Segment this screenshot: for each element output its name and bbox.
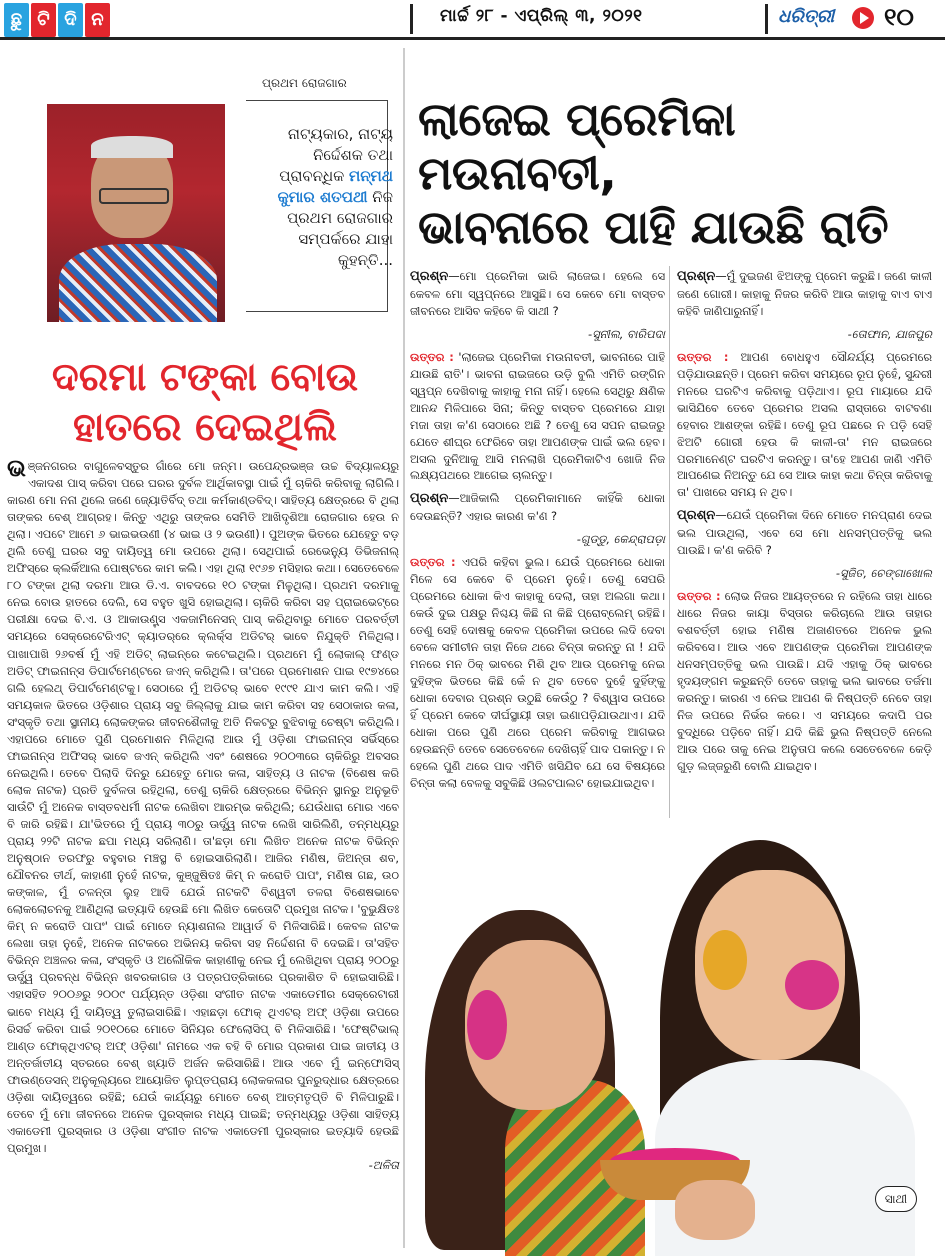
portrait-glasses <box>99 188 169 204</box>
left-headline: ଦରମା ଟଙ୍କା ବୋଉ ହାତରେ ଦେଇଥିଲି <box>51 355 359 450</box>
headline-line-1: ଲାଜେଇ ପ୍ରେମିକା ମଉନାବତୀ, <box>418 92 736 200</box>
logo-letter: ନ <box>85 3 110 37</box>
section-logo <box>4 3 110 37</box>
section-label: ପ୍ରଥମ ରୋଜଗାର <box>262 76 347 90</box>
qa-answer <box>410 554 665 791</box>
play-icon <box>852 7 874 29</box>
question-text: —ଆଜିକାଲି ପ୍ରେମିକାମାନେ କାହିଁକି ଧୋକା ଦେଉଛନ୍ତି? ଏହାର କାରଣ କ'ଣ ? <box>410 491 665 524</box>
portrait-hair <box>91 136 173 158</box>
qa-question <box>677 507 932 559</box>
qa-answer <box>677 588 932 774</box>
question-text: —ମୁଁ ଦୁଇଜଣ ଝିଅଙ୍କୁ ପ୍ରେମ କରୁଛି। ଜଣେ କାଳୀ ଜଣେ ଗୋରୀ। କାହାକୁ ନିଜର କରିବି ଆଉ କାହାକୁ ବାଏ ବାଏ କହିବି ଜାଣିପାରୁନାହିଁ। <box>677 269 932 318</box>
author-portrait <box>47 104 225 322</box>
question-text: —ଯେଉଁ ପ୍ରେମିକା ଦିନେ ମୋତେ ମନପ୍ରାଣ ଦେଇ ଭଲ ପାଉଥିଲା, ଏବେ ସେ ମୋ ଧନସମ୍ପତ୍ତିକୁ ଭଲ ପାଉଛି। କ'ଣ କରିବି ? <box>677 508 932 558</box>
intro-after: ନିଜ ପ୍ରଥମ ରୋଜଗାର ସମ୍ପର୍କରେ ଯାହା କୁହନ୍ତି... <box>287 188 393 269</box>
dropcap: ଭ <box>7 454 26 482</box>
answer-label: ଉତ୍ତର : <box>410 555 456 570</box>
question-from: -ସୁଜିତ, ଚେଙ୍ଗାଖୋଲ <box>835 566 932 581</box>
portrait-shirt <box>59 244 217 322</box>
author-name: ମନ୍ମଥ କୁମାର ଶତପଥୀ <box>277 167 393 206</box>
qa-answer <box>410 349 665 485</box>
question-label: ପ୍ରଶ୍ନ <box>677 508 716 524</box>
color-powder-mark <box>467 990 507 1060</box>
masthead <box>0 0 945 40</box>
newspaper-brand: ଧରିତ୍ରୀ <box>778 6 835 27</box>
photo-credit-badge: ସାଥୀ <box>875 1186 917 1212</box>
color-powder-mark <box>785 960 839 1010</box>
qa-answer <box>677 349 932 502</box>
article-text: ଞ୍ଜନଗରର ବାଗୁଳେବସ୍ତୁର ଗାଁରେ ମୋ ଜନ୍ମ। ଉପେନ୍ଦ୍ରଭଞ୍ଜ ଉଚ୍ଚ ବିଦ୍ୟାଳୟରୁ ଏକାଦଶ ପାସ୍ କରିବା ପରେ ଘରର ଦୁର୍ବଳ ଆର୍ଥିକାବସ୍ଥା ପାଇଁ ମୁଁ ଚାକିରି କରିବାକୁ ଲାଗିଲି। କାରଣ ମୋ ନନା ଥିଲେ ଜଣେ ଜ୍ୟୋତିର୍ବିଦ୍ ତଥା କର୍ମକାଣ୍ଡବିଦ୍। ସାହିତ୍ୟ କ୍ଷେତ୍ରରେ ବି ଥିଲା ତାଙ୍କର ବେଶ୍ ଆଗ୍ରହ। କିନ୍ତୁ ଏଥିରୁ ତାଙ୍କର ସେମିତି ଆଖିଦୃଶିଆ ରୋଜଗାର ହେଉ ନ ଥିଲା। ଏପଟେ ଆମେ ୬ ଭାଇଭଉଣୀ (୪ ଭାଇ ଓ ୨ ଭଉଣୀ)। ପୁଅଙ୍କ ଭିତରେ ଯେହେତୁ ବଡ଼ ଥିଲି ତେଣୁ ଘରର ସବୁ ଦାୟିତ୍ୱ ମୋ ଉପରେ ଥିଲା। ସେଥିପାଇଁ ରେଭେନ୍ୟୁ ଡିଭିଜନାଲ୍ ଅଫିସ୍‌ରେ କ୍ଲର୍କିଆଲ ପୋଷ୍ଟରେ କାମ କଲି। ଏହା ଥିଲା ୧୯୬୭ ମସିହାର କଥା। ସେତେବେଳେ ୮୦ ଟଙ୍କା ଥିଲା ଦରମା ଆଉ ଡି.ଏ. ବାବଦରେ ୧୦ ଟଙ୍କା ମିଳୁଥିଲା। ପ୍ରଥମ ଦରମାକୁ ନେଇ ବୋଉ ହାତରେ ଦେଲି, ସେ ବହୁତ ଖୁସି ହୋଇଥିଲା। ଚାକିରି କରିବା ସହ ପ୍ରାଇଭେଟ୍‌ରେ ପରୀକ୍ଷା ଦେଇ ବି.ଏ. ଓ ଆକାଉଣ୍ଟ୍ସ ଏକଜାମିନେସନ୍ ପାସ୍ କରିଥିବାରୁ ମୋତେ ପରବର୍ତ୍ତୀ ସମୟରେ ସେକ୍ରେଟେରିଏଟ୍ କ୍ୟାଡର୍‌ରେ କ୍ଲର୍କ୍‌ସ ଅଡିଟର୍ ଭାବେ ନିଯୁକ୍ତି ମିଳିଥିଲା। ପାଖାପାଖି ୨୬ବର୍ଷ ମୁଁ ଏହି ଅଡିଟ୍ ଲାଇନ୍‌ରେ କଟେଇଥିଲି। ପ୍ରଥମେ ମୁଁ ଲୋକାଲ୍ ଫଣ୍ଡ ଅଡିଟ୍ ଫାଇନାନ୍ସ ଡିପାର୍ଟମେଣ୍ଟରେ ଜଏନ୍ କରିଥିଲି। ତା'ପରେ ପ୍ରମୋଶନ ପାଇ ୧୯୭୪ରେ ଗଲି ହେଲଥ୍ ଡିପାର୍ଟମେଣ୍ଟକୁ। ସେଠାରେ ମୁଁ ଅଡିଟର୍ ଭାବେ ୧୯୯୧ ଯାଏ କାମ କଲି। ଏହି ସମୟକାଳ ଭିତରେ ଓଡ଼ିଶାର ପ୍ରାୟ ସବୁ ଜିଲ୍ଲାକୁ ଯାଇ କାମ କରିବା ସହ ସେଠାକାର କଳା, ସଂସ୍କୃତି ତଥା ସ୍ଥାନୀୟ ଲୋକଙ୍କର ଜୀବନଶୈଳୀକୁ ଅତି ନିକଟରୁ ବୁଝିବାକୁ ଚେଷ୍ଟା କରିଥିଲି। ଏହାପରେ ମୋତେ ପୁଣି ପ୍ରମୋଶନ ମିଳିଥିଲା ଆଉ ମୁଁ ଓଡ଼ିଶା ଫାଇନାନ୍ସ ସର୍ଭିସ୍‌ରେ ଫାଇନାନ୍ସ ଅଫିସର୍ ଭାବେ ଜଏନ୍ କରିଥିଲି ଏବଂ ଶେଷରେ ୨୦୦୩ରେ ଚାକିରିରୁ ଅବସର ନେଇଥିଲି। ତେବେ ପିଲାଦି ଦିନରୁ ଯେହେତୁ ମୋର କଳା, ସାହିତ୍ୟ ଓ ନାଟକ (ବିଶେଷ କରି ଲୋକ ନାଟକ) ପ୍ରତି ଦୁର୍ବଳତା ରହିଥିଲା, ତେଣୁ ଚାକିରି କ୍ଷେତ୍ରରେ ବିଭିନ୍ନ ସ୍ଥାନରୁ ଅନୁଭୂତି ସାଉଁଟି ମୁଁ ଅନେକ ବାସ୍ତବଧର୍ମୀ ନାଟକ ଲେଖିବା ଆରମ୍ଭ କରିଥିଲି; ଯେଉଁଧାରା ମୋର ଏବେ ବି ଜାରି ରହିଛି। ଯା'ଭିତରେ ମୁଁ ପ୍ରାୟ ୩୦ରୁ ଊର୍ଦ୍ଧ୍ୱ ନାଟକ ଲେଖି ସାରିଲିଣି, ତନ୍ମଧ୍ୟରୁ ପ୍ରାୟ ୨୨ଟି ନାଟକ ଛପା ମଧ୍ୟ ସରିଲାଣି। ତା'ଛଡ଼ା ମୋ ଲିଖିତ ଅନେକ ନାଟକ ବିଭିନ୍ନ ଅନୁଷ୍ଠାନ ତରଫରୁ ବହୁବାର ମଞ୍ଚସ୍ଥ ବି ହୋଇସାରିଲାଣି। ଆଜିର ମଣିଷ, ଜିଅନ୍ତା ଶବ, ଯୌବନର ତୀର୍ଥ, କାହାଣୀ ନୁହେଁ ନାଟକ, କୁଞ୍ଜୁଷିତଃ କିମ୍ ନ କରୋତି ପାପଂ, ମଣିଷ ଗଛ, ଉଠ କଙ୍କାଳ, ମୁଁ ଚଳନ୍ତା ଲୁହ ଆଦି ଯେଉଁ ନାଟକଟି ବିଶ୍ୱବୀ ତଳରା ବିଶେଷଭାବେ ଲୋକଲୋଚନକୁ ଆଣିଥିଲା ଇତ୍ୟାଦି ହେଉଛି ମୋ ଲିଖିତ କେତୋଟି ପ୍ରମୁଖ ନାଟକ। 'ବୁଭୁକ୍ଷିତଃ କିମ୍ ନ କରୋତି ପାପଂ' ପାଇଁ ମୋତେ ନ୍ୟାଶନାଲ ଆୱାର୍ଡ ବି ମିଳିସାରିଛି। କେବଳ ନାଟକ ଲେଖା ତାହା ନୁହେଁ, ଅନେକ ନାଟକରେ ଅଭିନୟ କରିବା ସହ ନିର୍ଦ୍ଦେଶନା ବି ଦେଇଛି। ତା'ସହିତ ବିଭିନ୍ନ ଅଞ୍ଚଳର କଳା, ସଂସ୍କୃତି ଓ ଅଲୌକିକ କାହାଣୀକୁ ନେଇ ମୁଁ ଲେଖିଥିବା ପ୍ରାୟ ୨୦୦ରୁ ଊର୍ଦ୍ଧ୍ୱ ପ୍ରବନ୍ଧ ବିଭିନ୍ନ ଖବରକାଗଜ ଓ ପତ୍ରପତ୍ରିକାରେ ପ୍ରକାଶିତ ବି ହୋଇସାରିଛି। ଏହାସହିତ ୨୦୦୬ରୁ ୨୦୦୯ ପର୍ଯ୍ୟନ୍ତ ଓଡ଼ିଶା ସଂଗୀତ ନାଟକ ଏକାଡେମୀର ସେକ୍ରେଟାରୀ ଭାବେ ମଧ୍ୟ ମୁଁ ଦାୟିତ୍ୱ ତୁଲାଇସାରିଛି। ଏହାଛଡ଼ା ଫୋକ୍ ଥିଏଟର୍ ଅଫ୍ ଓଡ଼ିଶା ଉପରେ ରିସର୍ଚ୍ଚ କରିବା ପାଇଁ ୨୦୧୦ରେ ମୋତେ ସିନିୟର ଫେଲୋସିପ୍ ବି ମିଳିସାରିଛି। 'ଫେଷ୍ଟିଭାଲ୍ ଆଣ୍ଡ ଫୋକ୍‌ଥିଏଟର୍ ଅଫ୍ ଓଡ଼ିଶା' ନାମରେ ଏକ ବହି ବି ମୋର ପ୍ରକାଶ ପାଇ ଜାତୀୟ ଓ ଅନ୍ତର୍ଜାତୀୟ ସ୍ତରରେ ବେଶ୍ ଖ୍ୟାତି ଅର୍ଜନ କରିସାରିଛି। ଆଉ ଏବେ ମୁଁ ଇନ୍‌ଫୋସିସ୍ ଫାଉଣ୍ଡେସନ୍ ଅନୁକୂଲ୍ୟରେ ଆୟୋଜିତ ଲୁପ୍ତପ୍ରାୟ ଲୋକକଳାର ପୁନରୁଦ୍ଧାର କ୍ଷେତ୍ରରେ ଓଡ଼ିଶା ଦାୟିତ୍ୱରେ ରହିଛି; ଯେଉଁ କାର୍ଯ୍ୟରୁ ମୋତେ ବେଶ୍ ଆତ୍ମତୃପ୍ତି ବି ମିଳିପାରୁଛି। ତେବେ ମୁଁ ମୋ ଜୀବନରେ ଅନେକ ପୁରସ୍କାର ମଧ୍ୟ ପାଇଛି; ତନ୍ମଧ୍ୟରୁ ଓଡ଼ିଶା ସାହିତ୍ୟ ଏକାଡେମୀ ପୁରସ୍କାର ଓ ଓଡ଼ିଶା ସଂଗୀତ ନାଟକ ଏକାଡେମୀ ପୁରସ୍କାର ଇତ୍ୟାଦି ହେଉଛି ପ୍ରମୁଖ। <box>7 459 399 1155</box>
color-powder-mark <box>703 930 747 990</box>
header-divider <box>410 4 413 34</box>
question-label: ପ୍ରଶ୍ନ <box>677 269 716 284</box>
article-signature: -ଅଳିତା <box>368 1157 399 1172</box>
headline-line-2: ଭାବନାରେ ପାହି ଯାଉଛି ରାତି <box>418 200 889 254</box>
answer-label: ଉତ୍ତର : <box>410 349 454 364</box>
right-headline <box>418 92 938 254</box>
hand <box>675 1180 755 1240</box>
answer-text: 'ଲାଜେଇ ପ୍ରେମିକା ମଉନାବତୀ, ଭାବନାରେ ପାହି ଯାଉଛି ରାତି'। ଭାବନା ରାଇଜରେ ଉଡ଼ି ବୁଲି ଏମିତି ରଙ୍ଗିନ ସ୍ୱପ୍ନ ଦେଖିବାକୁ କାହାକୁ ମନା ନାହିଁ। ହେଲେ ସେଥିରୁ କ୍ଷଣିକ ଆନନ୍ଦ ମିଳିପାରେ ସିନା; କିନ୍ତୁ ବାସ୍ତବ ପ୍ରେମରେ ଯାହା ମଜା ତାହା କ'ଣ ସେଠାରେ ଅଛି ? ତେଣୁ ସେ ସପନ ରାଇଜରୁ ଯେତେ ଶୀଘ୍ର ଫେରିବେ ତାହା ଆପଣଙ୍କ ପାଇଁ ଭଲ ହେବ। ଅସଲ ଦୁନିଆକୁ ଆସି ମନଲାଖି ପ୍ରେମିକାଟିଏ ଖୋଜି ନିଜ ଲକ୍ଷ୍ୟପଥରେ ଆଗେଇ ଚାଲନ୍ତୁ। <box>410 349 665 483</box>
logo-letter: ଛୁ <box>4 3 29 37</box>
issue-date: ମାର୍ଚ୍ଚ ୨୮ - ଏପ୍ରିଲ୍ ୩, ୨୦୨୧ <box>440 6 643 26</box>
intro-text <box>258 124 393 271</box>
intro-before: ନାଟ୍ୟକାର, ନାଟ୍ୟ ନିର୍ଦ୍ଦେଶକ ତଥା ପ୍ରାବନ୍ଧିକ <box>279 125 393 185</box>
holi-photo <box>405 830 945 1256</box>
qa-question <box>677 268 932 320</box>
logo-letter: ଟି <box>31 3 56 37</box>
answer-text: ଏପରି କହିବା ଭୁଲ। ଯେଉଁ ପ୍ରେମରେ ଧୋକା ମିଳେ ସେ କେବେ ବି ପ୍ରେମ ନୁହେଁ। ତେଣୁ ସେପରି ପ୍ରେମରେ ଧୋକା କିଏ କାହାକୁ ଦେଲା, ତାହା ଅଲଗା କଥା। କେଉଁ ଦୁଇ ପକ୍ଷରୁ ନିଶ୍ଚୟ କିଛି ନା କିଛି ପ୍ରୋବ୍ଲେମ୍ ରହିଛି। ତେଣୁ ସେହି ଦୋଷକୁ କେବଳ ପ୍ରେମିକା ଉପରେ ଲଦି ଦେବା ବେଳେ ସମୀଚୀନ ତାହା ନିଜେ ଥରେ ଚିନ୍ତା କରନ୍ତୁ ନା ! ଯଦି ମନରେ ମନ ଠିକ୍ ଭାବରେ ମିଶି ଥିବ ଆଉ ପ୍ରେମକୁ ନେଇ ଦୁହିଙ୍କ ଭିତରେ କିଛି କେଁ ନ ଥିବ ତେବେ ଦୁହେଁ ଦୁହିଁଙ୍କୁ ଧୋକା ଦେବାର ପ୍ରଶ୍ନ ଉଠୁଛି କେଉଁଠୁ ? ବିଶ୍ୱାସ ଉପରେ ହିଁ ପ୍ରେମ କେବେ ଦୀର୍ଘସ୍ଥାୟୀ ତାହା ଇଣାପଡ଼ିଯାଉଥାଏ। ଯଦି ଧୋକା ପରେ ପୁଣି ଥରେ ପ୍ରେମ କରିବାକୁ ଆଗଭର ହେଉଛନ୍ତି ତେବେ ସେତେବେଳେ ଦେଖିଚାହିଁ ପାଦ ପକାନ୍ତୁ। ନ ହେଲେ ପୁଣି ଥରେ ପାଦ ଏମିତି ଖସିଯିବ ଯେ ସେ ବିଷୟରେ ଚିନ୍ତା କଲା ବେଳକୁ ସବୁକିଛି ଓଲଟପାଲଟ ହୋଇଯାଇଥିବ। <box>410 555 666 790</box>
qa-column-2 <box>677 268 932 781</box>
header-divider <box>765 4 768 34</box>
answer-label: ଉତ୍ତର : <box>677 349 729 364</box>
qa-question <box>410 268 665 320</box>
logo-letter: ଦି <box>58 3 83 37</box>
question-from: -ତୋଫାନ, ଯାଜପୁର <box>847 326 932 341</box>
qa-question <box>410 490 665 525</box>
answer-text: ଲୋଭ ନିଜର ଆୟତ୍ତରେ ନ ରହିଲେ ତାହା ଧାରେ ଧାରେ ନିଜର କାୟା ବିସ୍ତାର କରିଚାଲେ ଆଉ ତାହାର ବଶବର୍ତ୍ତୀ ହୋଇ ମଣିଷ ଅଜାଣତରେ ଅନେକ ଭୁଲ କରିବସେ। ଆଉ ଏବେ ଆପଣଙ୍କ ପ୍ରେମିକା ଆପଣଙ୍କ ଧନସମ୍ପତ୍ତିକୁ ଭଲ ପାଉଛି। ଯଦି ଏହାକୁ ଠିକ୍ ଭାବରେ ହୃଦୟଙ୍ଗମ କରୁଛନ୍ତି ତେବେ ତାହାକୁ ଭଲ ଭାବରେ ତର୍ଜମା କରନ୍ତୁ। କାରଣ ଏ ନେଇ ଆପଣ କି ନିଷ୍ପତ୍ତି ନେବେ ତାହା ନିଜ ଉପରେ ନିର୍ଭର କରେ। ଏ ସମୟରେ କଦାପି ପର ବୁଦ୍ଧିରେ ପଡ଼ିବେ ନାହିଁ। ଯଦି କିଛି ଭୁଲ ନିଷ୍ପତ୍ତି ନେଲେ ଆଉ ପରେ ତାକୁ ନେଇ ଅନୁତାପ କଲେ ସେତେବେଳେ କେଡ଼ି ଗୁଡ଼ ଲଜ୍ଜରୁଣି ବୋଲି ଯାଇଥିବ। <box>677 589 933 773</box>
qa-column-1 <box>410 268 665 798</box>
qa-divider <box>669 266 670 818</box>
answer-label: ଉତ୍ତର : <box>677 589 721 604</box>
question-label: ପ୍ରଶ୍ନ <box>410 269 449 284</box>
question-from: -ଗୁଡ୍ଡୁ, କେନ୍ଦ୍ରାପଡ଼ା <box>576 532 665 547</box>
question-text: —ମୋ ପ୍ରେମିକା ଭାରି ଲାଜେଇ। ହେଲେ ସେ କେବଳ ମୋ ସ୍ୱପ୍ନରେ ଆସୁଛି। ସେ କେବେ ମୋ ବାସ୍ତବ ଜୀବନରେ ଆସିବ କହିବେ କି ସାଥୀ ? <box>410 269 665 318</box>
answer-text: ଆପଣ ବୋଧହୁଏ ସୌନ୍ଦର୍ଯ୍ୟ ପ୍ରେମରେ ପଡ଼ିଯାଉଛନ୍ତି। ପ୍ରେମ କରିବା ସମୟରେ ରୂପ ନୁହେଁ, ସୁନ୍ଦରୀ ମନରେ ଘରଟିଏ କରିବାକୁ ପଡ଼ିଥାଏ। ରୂପ ମାୟାରେ ଯଦି ଭାସିଯିବେ ତେବେ ପ୍ରେମର ଅସଲ ରାସ୍ତାରେ ବାଟବଣା ହେବାର ଆଶଙ୍କା ରହିଛି। ତେଣୁ ରୂପ ପଛରେ ନ ପଡ଼ି ସେହି ଝିଅଟି ଗୋରୀ ହେଉ କି କାଳୀ-ତା' ମନ ରାଇଜରେ ପରମାନେଣ୍ଟ ଘରଟିଏ କରନ୍ତୁ। ତା'ହେ ଆପଣ ଜାଣି ଏମିତି ଆପଣେଇ ନିଅନ୍ତୁ ଯେ ସେ ଆଉ କାହା କଥା ଚିନ୍ତା କରିବାକୁ ତା' ପାଖରେ ସମୟ ନ ଥିବ। <box>677 349 933 500</box>
left-article-body <box>7 454 399 1174</box>
page-number: ୧୦ <box>884 3 914 31</box>
question-label: ପ୍ରଶ୍ନ <box>410 491 449 507</box>
question-from: -ସୁନୀଲ, ବାରିପଦା <box>588 326 665 341</box>
